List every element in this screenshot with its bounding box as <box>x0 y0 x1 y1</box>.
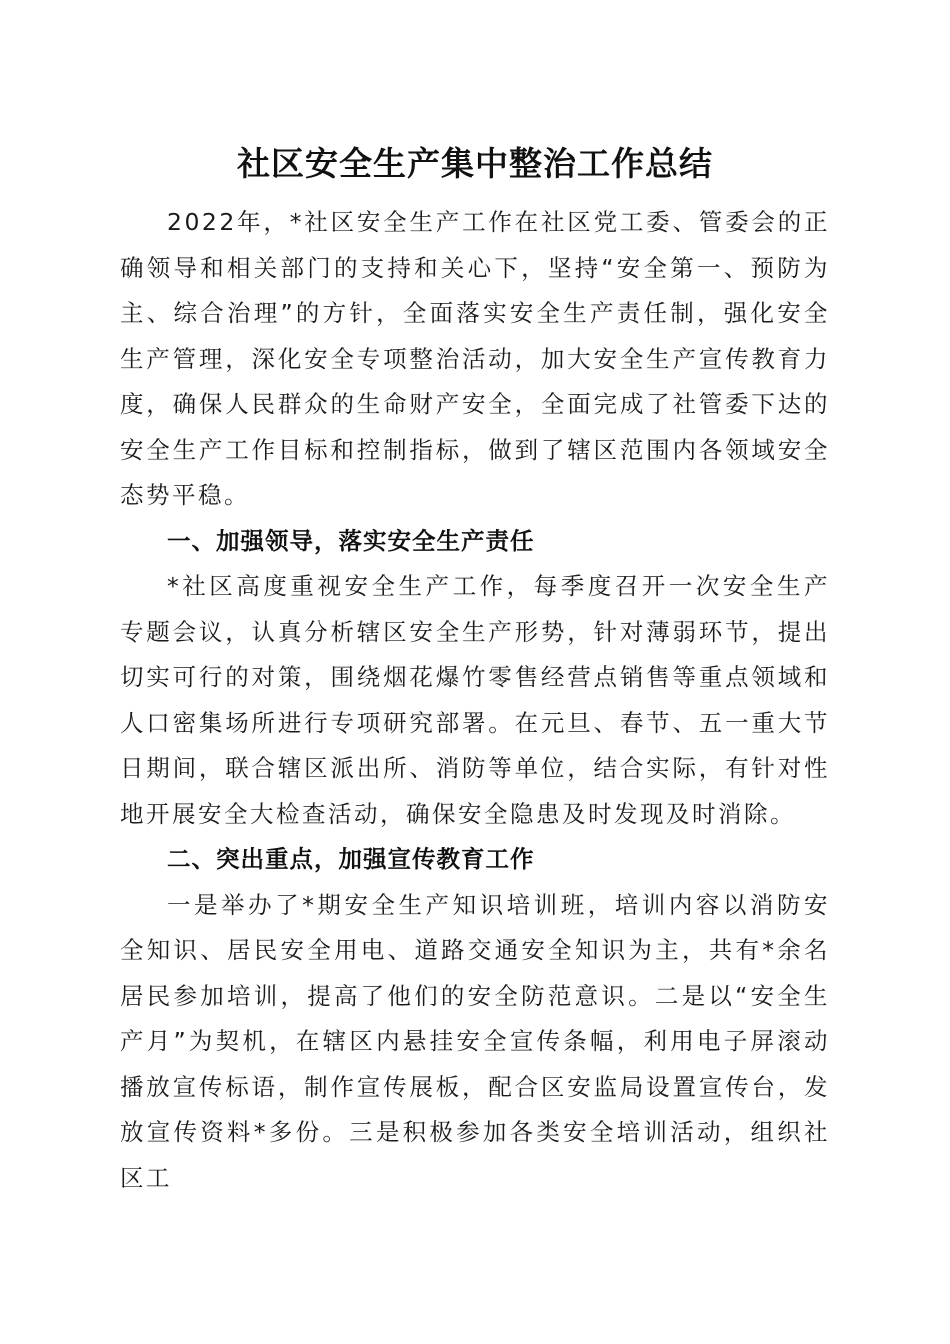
document-body <box>120 200 830 1201</box>
section-heading-2: 二、突出重点，加强宣传教育工作 <box>167 845 535 873</box>
section-heading-1: 一、加强领导，落实安全生产责任 <box>167 526 535 555</box>
document-title: 社区安全生产集中整治工作总结 <box>237 144 713 183</box>
section-paragraph-2: 一是举办了*期安全生产知识培训班，培训内容以消防安全知识、居民安全用电、道路交通安全知识为主，共有*余名居民参加培训，提高了他们的安全防范意识。二是以“安全生产月”为契机，在辖区内悬挂安全宣传条幅，利用电子屏滚动播放宣传标语，制作宣传展板，配合区安监局设置宣传台，发放宣传资料*多份。三是积极参加各类安全培训活动，组织社区工 <box>120 890 830 1192</box>
section-paragraph-1: *社区高度重视安全生产工作，每季度召开一次安全生产专题会议，认真分析辖区安全生产形势，针对薄弱环节，提出切实可行的对策，围绕烟花爆竹零售经营点销售等重点领域和人口密集场所进行专项研究部署。在元旦、春节、五一重大节日期间，联合辖区派出所、消防等单位，结合实际，有针对性地开展安全大检查活动，确保安全隐患及时发现及时消除。 <box>120 572 830 828</box>
intro-paragraph: 2022年，*社区安全生产工作在社区党工委、管委会的正确领导和相关部门的支持和关心下，坚持“安全第一、预防为主、综合治理”的方针，全面落实安全生产责任制，强化安全生产管理，深化安全专项整治活动，加大安全生产宣传教育力度，确保人民群众的生命财产安全，全面完成了社管委下达的安全生产工作目标和控制指标，做到了辖区范围内各领域安全态势平稳。 <box>120 208 830 509</box>
